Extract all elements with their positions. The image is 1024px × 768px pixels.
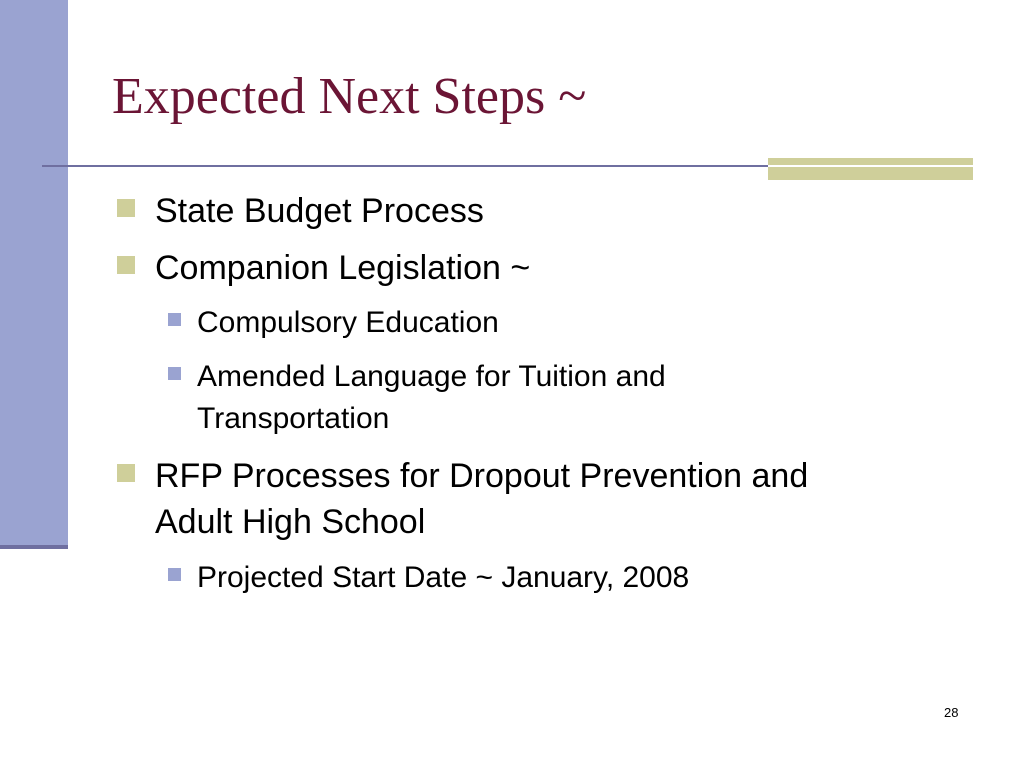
square-bullet-icon xyxy=(168,367,181,380)
square-bullet-icon xyxy=(168,313,181,326)
sub-bullet-item xyxy=(168,302,499,344)
bullet-text xyxy=(155,453,808,545)
square-bullet-icon xyxy=(168,568,181,581)
title-accent-bar xyxy=(768,158,973,180)
title-accent-bar-line xyxy=(768,165,973,167)
bullet-text: State Budget Process xyxy=(155,192,484,230)
bullet-text-line2: Adult High School xyxy=(155,503,426,541)
slide-number: 28 xyxy=(944,705,959,720)
left-accent-bar xyxy=(0,0,68,545)
sub-bullet-text xyxy=(197,356,666,440)
sub-bullet-text-line1: Amended Language for Tuition and xyxy=(197,360,666,393)
square-bullet-icon xyxy=(117,199,135,217)
square-bullet-icon xyxy=(117,256,135,274)
bullet-item xyxy=(117,245,530,291)
left-accent-bar-edge xyxy=(0,545,68,549)
bullet-item xyxy=(117,453,808,545)
bullet-item xyxy=(117,188,484,234)
sub-bullet-item xyxy=(168,557,689,599)
square-bullet-icon xyxy=(117,464,135,482)
bullet-text-line1: RFP Processes for Dropout Prevention and xyxy=(155,457,809,495)
sub-bullet-text: Projected Start Date ~ January, 2008 xyxy=(197,561,690,594)
sub-bullet-text-line2: Transportation xyxy=(197,402,390,435)
slide-title: Expected Next Steps ~ xyxy=(112,68,587,125)
sub-bullet-item xyxy=(168,356,666,440)
bullet-text: Companion Legislation ~ xyxy=(155,249,531,287)
sub-bullet-text: Compulsory Education xyxy=(197,306,499,339)
